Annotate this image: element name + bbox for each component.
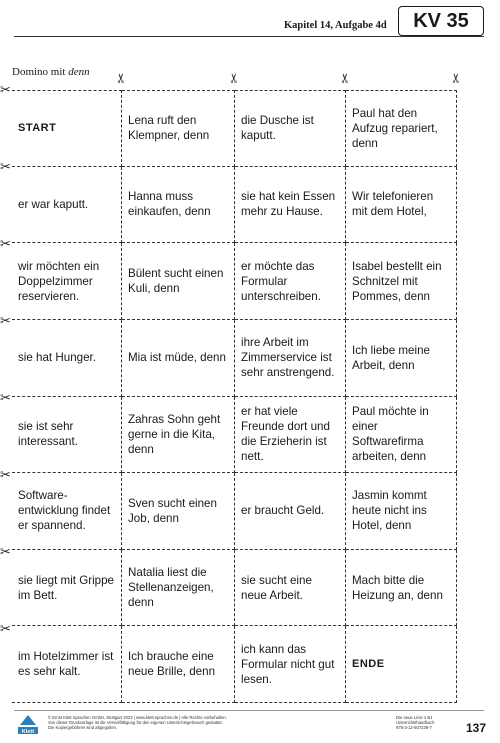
worksheet-subtitle (12, 66, 90, 78)
scissors-icon: ✂ (0, 236, 11, 251)
domino-card: sie sucht eine neue Arbeit. (235, 550, 346, 627)
copyright-line: Von dieser Druckvorlage ist die Vervielfältigung für den eigenen Unterrichtsgebrauch gestattet. (48, 720, 223, 725)
scissors-icon: ✂ (448, 72, 464, 84)
domino-card: sie liegt mit Grippe im Bett. (12, 550, 122, 627)
subtitle-prefix: Domino mit (12, 66, 69, 78)
domino-start-card: START (12, 90, 122, 167)
scissors-icon: ✂ (113, 72, 129, 84)
domino-card: Wir telefonieren mit dem Hotel, (346, 167, 457, 244)
domino-card: Hanna muss einkaufen, denn (122, 167, 235, 244)
domino-card: Natalia liest die Stellenanzeigen, denn (122, 550, 235, 627)
domino-card: Software-entwicklung findet er spannend. (12, 473, 122, 550)
scissors-icon: ✂ (0, 467, 11, 482)
book-info (396, 715, 466, 730)
copyright-notice (48, 715, 328, 730)
footer-rule (14, 710, 484, 711)
copyright-line: Die Kopiergebühren sind abgegolten. (48, 725, 118, 730)
scissors-icon: ✂ (0, 82, 11, 97)
domino-card: Jasmin kommt heute nicht ins Hotel, denn (346, 473, 457, 550)
scissors-icon: ✂ (226, 72, 242, 84)
copyright-line: © Ernst Klett Sprachen GmbH, Stuttgart 2023 | www.klett-sprachen.de | Alle Rechte vorbehalten. (48, 715, 227, 720)
domino-card: die Dusche ist kaputt. (235, 90, 346, 167)
klett-logo (16, 713, 40, 735)
scissors-icon: ✂ (0, 390, 11, 405)
domino-card: ihre Arbeit im Zimmerservice ist sehr anstrengend. (235, 320, 346, 397)
domino-end-card: ENDE (346, 626, 457, 703)
scissors-icon: ✂ (0, 544, 11, 559)
subtitle-emphasis: denn (68, 66, 90, 78)
book-line: Unterrichtshandbuch (396, 720, 435, 725)
domino-card: Paul möchte in einer Softwarefirma arbeiten, denn (346, 397, 457, 474)
page-number: 137 (466, 721, 487, 735)
domino-card: Lena ruft den Klempner, denn (122, 90, 235, 167)
domino-card: Isabel bestellt ein Schnitzel mit Pommes, denn (346, 243, 457, 320)
domino-card: Ich brauche eine neue Brille, denn (122, 626, 235, 703)
domino-card: ich kann das Formular nicht gut lesen. (235, 626, 346, 703)
book-line: 978-3-12-607239-7 (396, 725, 432, 730)
scissors-icon: ✂ (337, 72, 353, 84)
domino-card: sie hat kein Essen mehr zu Hause. (235, 167, 346, 244)
worksheet-badge: KV 35 (398, 6, 484, 36)
domino-card: sie hat Hunger. (12, 320, 122, 397)
chapter-title: Kapitel 14, Aufgabe 4d (284, 20, 387, 31)
domino-card: Bülent sucht einen Kuli, denn (122, 243, 235, 320)
book-line: Die neue Linie 1 B1 (396, 715, 433, 720)
logo-text: Klett (21, 729, 35, 735)
domino-grid (12, 90, 457, 703)
scissors-icon: ✂ (0, 313, 11, 328)
domino-card: wir möchten ein Doppelzimmer reservieren. (12, 243, 122, 320)
domino-card: Sven sucht einen Job, denn (122, 473, 235, 550)
domino-card: er möchte das Formular unterschreiben. (235, 243, 346, 320)
domino-card: er braucht Geld. (235, 473, 346, 550)
header-rule (14, 36, 484, 37)
domino-card: er hat viele Freunde dort und die Erzieherin ist nett. (235, 397, 346, 474)
domino-card: Paul hat den Aufzug repariert, denn (346, 90, 457, 167)
domino-card: im Hotelzimmer ist es sehr kalt. (12, 626, 122, 703)
domino-card: er war kaputt. (12, 167, 122, 244)
domino-card: sie ist sehr interessant. (12, 397, 122, 474)
scissors-icon: ✂ (0, 159, 11, 174)
domino-card: Mach bitte die Heizung an, denn (346, 550, 457, 627)
scissors-icon: ✂ (0, 621, 11, 636)
domino-card: Zahras Sohn geht gerne in die Kita, denn (122, 397, 235, 474)
domino-card: Mia ist müde, denn (122, 320, 235, 397)
domino-card: Ich liebe meine Arbeit, denn (346, 320, 457, 397)
